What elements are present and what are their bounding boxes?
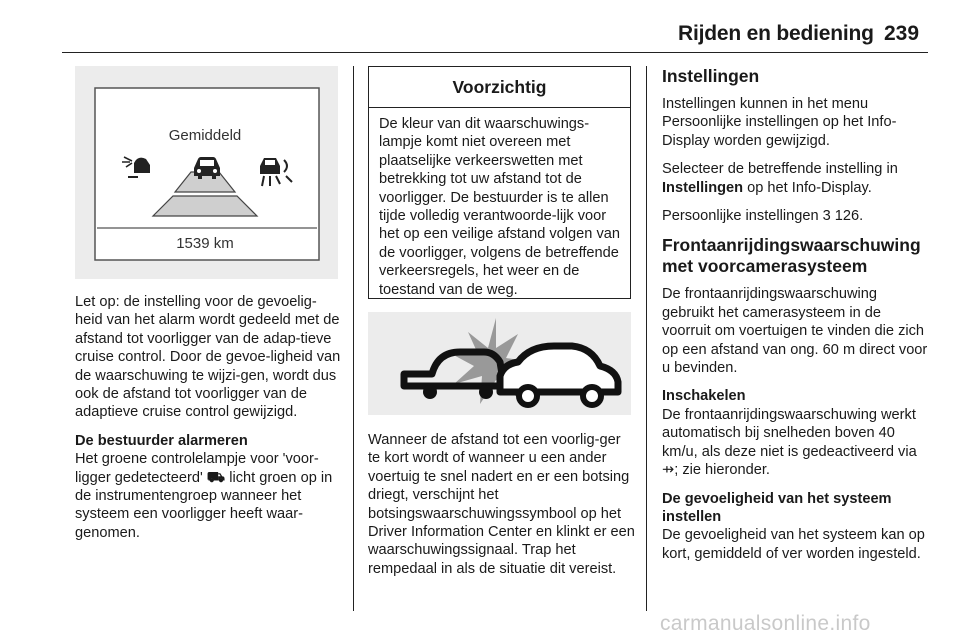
paragraph-sensitivity	[662, 490, 932, 564]
watermark: carmanualsonline.info	[660, 612, 871, 635]
paragraph-fcw-description: De frontaanrijdingswaarschuwing gebruikt het camerasysteem in de voorruit om voertuigen te vinden die zich op een afstand van ong. 60 m direct voor u bevinden.	[662, 286, 928, 377]
paragraph-driver-alert	[75, 432, 343, 542]
driver-alert-text-b: licht groen op in de instrumentengroep wanneer het systeem een voorligger heeft waar-genomen.	[75, 469, 333, 541]
activation-text-b: ; zie hieronder.	[674, 462, 770, 479]
subheading-activation: Inschakelen	[662, 388, 746, 405]
caution-title: Voorzichtig	[369, 67, 630, 108]
front-car-wheel-front	[583, 387, 601, 405]
vehicle-detected-icon: ⛟	[206, 469, 226, 486]
personal-settings-label: Persoonlijke instellingen	[662, 208, 823, 225]
caution-text: De kleur van dit waarschuwings-lampje komt niet overeen met plaatselijke verkeerswetten met betrekking tot uw afstand tot de voorligger. De bestuurder is te allen tijde volledig verantwoorde-lijk voor het op een veilige afstand volgen van de voorligger, volgens de betreffende verkeersregels, het weer en de toestand van de weg.	[379, 116, 620, 298]
rear-car-wheel-front	[423, 385, 437, 399]
driver-alert-text-a: Het groene controlelampje voor 'voor-ligger gedetecteerd'	[75, 451, 319, 486]
instrument-display-figure	[75, 66, 338, 279]
page-number: 239	[884, 22, 920, 45]
fcw-toggle-icon: ⇸	[662, 462, 675, 479]
paragraph-sensitivity-note: Let op: de instelling voor de gevoelig-heid van het alarm wordt gedeeld met de afstand tot voorligger van de adap-tieve cruise control. Door de gevoe-ligheid van de waarschuwing te wijzi-gen, wordt dus ook de afstand tot voorligger van de adaptieve cruise control gewijzigd.	[75, 294, 341, 421]
paragraph-activation	[662, 387, 932, 479]
collision-illustration	[368, 312, 631, 415]
select-setting-text-b: op het Info-Display.	[743, 179, 872, 196]
rear-car-wheel-rear	[479, 385, 493, 399]
paragraph-personal-settings-ref	[662, 207, 932, 225]
display-illustration	[75, 66, 338, 279]
odometer-readout: 1539 km	[176, 235, 234, 252]
select-setting-text-a: Selecteer de betreffende instelling in	[662, 161, 898, 178]
page-reference-link[interactable]: 3 126	[822, 208, 860, 225]
caution-box	[368, 66, 631, 299]
paragraph-settings-menu: Instellingen kunnen in het menu Persoonlijke instellingen op het Info-Display worden gewijzigd.	[662, 96, 897, 149]
heading-forward-collision-warning: Frontaanrijdingswaarschuwing met voorcamerasysteem	[662, 235, 921, 277]
personal-settings-period: .	[859, 208, 864, 225]
subheading-driver-alert: De bestuurder alarmeren	[75, 432, 248, 449]
subheading-sensitivity: De gevoeligheid van het systeem instellen	[662, 490, 892, 525]
settings-menu-label: Instellingen	[662, 179, 744, 196]
column-2-text	[368, 431, 636, 588]
header-divider	[62, 52, 928, 53]
heading-settings: Instellingen	[662, 66, 760, 86]
sensitivity-text: De gevoeligheid van het systeem kan op kort, gemiddeld of ver worden ingesteld.	[662, 527, 925, 562]
display-label: Gemiddeld	[168, 127, 242, 144]
front-car-wheel-rear	[519, 387, 537, 405]
column-divider-2	[646, 66, 647, 611]
column-1-text	[75, 293, 343, 552]
column-3-text	[662, 66, 932, 573]
paragraph-collision-warning: Wanneer de afstand tot een voorlig-ger te kort wordt of wanneer u een ander voertuig te snel nadert en er een botsing driegt, verschijnt het botsingswaarschuwingssymbool op het Driver Information Center en klinkt er een waarschuwingssignaal. Trap het rempedaal in als de situatie dit vereist.	[368, 432, 635, 577]
paragraph-select-setting	[662, 160, 932, 197]
column-divider-1	[353, 66, 354, 611]
collision-figure	[368, 312, 631, 415]
activation-text-a: De frontaanrijdingswaarschuwing werkt automatisch bij snelheden boven 40 km/u, als deze niet is gedeactiveerd via	[662, 406, 917, 460]
vehicle-ahead-icon	[194, 157, 220, 179]
section-title: Rijden en bediening	[678, 22, 874, 45]
front-car-outline	[500, 346, 618, 392]
